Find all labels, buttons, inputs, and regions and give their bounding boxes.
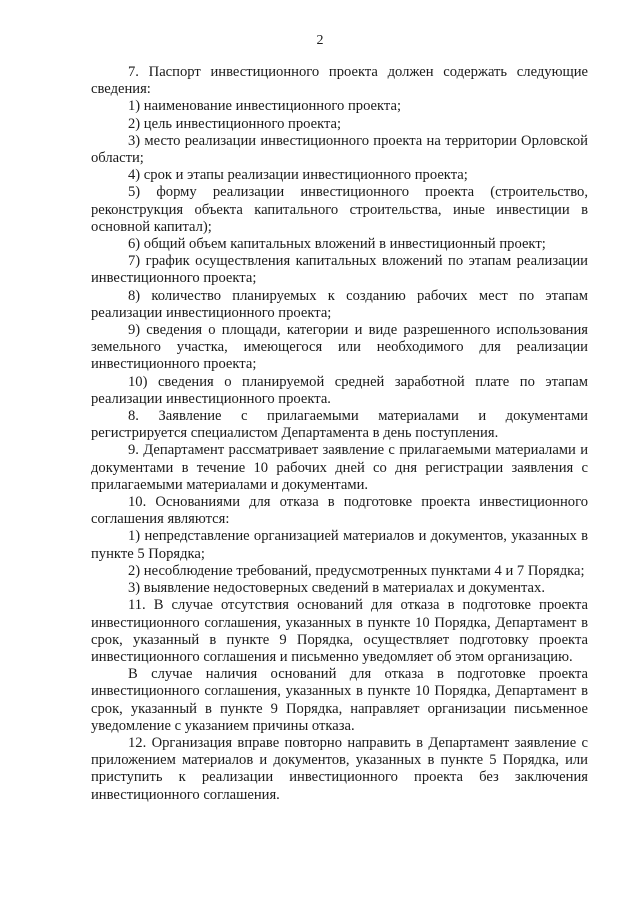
paragraph: 1) непредставление организацией материалов и документов, указанных в пункте 5 Порядка; <box>91 528 588 562</box>
paragraph: 5) форму реализации инвестиционного проекта (строительство, реконструкция объекта капитального строительства, иные инвестиции в основной капитал); <box>91 184 588 235</box>
document-body <box>91 64 588 804</box>
paragraph: 9. Департамент рассматривает заявление с прилагаемыми материалами и документами в течение 10 рабочих дней со дня регистрации заявления с прилагаемыми материалами и документами. <box>91 442 588 493</box>
paragraph: 10) сведения о планируемой средней заработной плате по этапам реализации инвестиционного проекта. <box>91 373 588 407</box>
paragraph: 12. Организация вправе повторно направить в Департамент заявление с приложением материалов и документов, указанных в пункте 5 Порядка, или приступить к реализации инвестиционного проекта без заключения инвестиционного соглашения. <box>91 734 588 803</box>
paragraph: 6) общий объем капитальных вложений в инвестиционный проект; <box>128 236 546 253</box>
paragraph: 2) несоблюдение требований, предусмотренных пунктами 4 и 7 Порядка; <box>128 562 585 579</box>
paragraph: 7) график осуществления капитальных вложений по этапам реализации инвестиционного проекта; <box>91 253 588 287</box>
paragraph: 4) срок и этапы реализации инвестиционного проекта; <box>128 167 468 184</box>
paragraph: 9) сведения о площади, категории и виде разрешенного использования земельного участка, имеющегося или необходимого для реализации инвестиционного проекта; <box>91 322 588 373</box>
paragraph: 10. Основаниями для отказа в подготовке проекта инвестиционного соглашения являются: <box>91 494 588 528</box>
paragraph: 3) выявление недостоверных сведений в материалах и документах. <box>128 580 545 597</box>
paragraph: 7. Паспорт инвестиционного проекта должен содержать следующие сведения: <box>91 64 588 98</box>
paragraph: 8) количество планируемых к созданию рабочих мест по этапам реализации инвестиционного проекта; <box>91 287 588 321</box>
paragraph: 3) место реализации инвестиционного проекта на территории Орловской области; <box>91 132 588 167</box>
paragraph: 2) цель инвестиционного проекта; <box>128 115 342 132</box>
paragraph: 8. Заявление с прилагаемыми материалами и документами регистрируется специалистом Департамента в день поступления. <box>91 408 588 442</box>
paragraph: В случае наличия оснований для отказа в подготовке проекта инвестиционного соглашения, указанных в пункте 10 Порядка, Департамент в срок, указанный в пункте 9 Порядка, направляет организации письменное уведомление с указанием причины отказа. <box>91 666 588 734</box>
page-number: 2 <box>316 33 324 48</box>
paragraph: 11. В случае отсутствия оснований для отказа в подготовке проекта инвестиционного соглашения, указанных в пункте 10 Порядка, Департамент в срок, указанный в пункте 9 Порядка, осуществляет подготовку проекта инвестиционного соглашения и письменно уведомляет об этом организацию. <box>91 597 588 665</box>
paragraph: 1) наименование инвестиционного проекта; <box>128 98 402 115</box>
